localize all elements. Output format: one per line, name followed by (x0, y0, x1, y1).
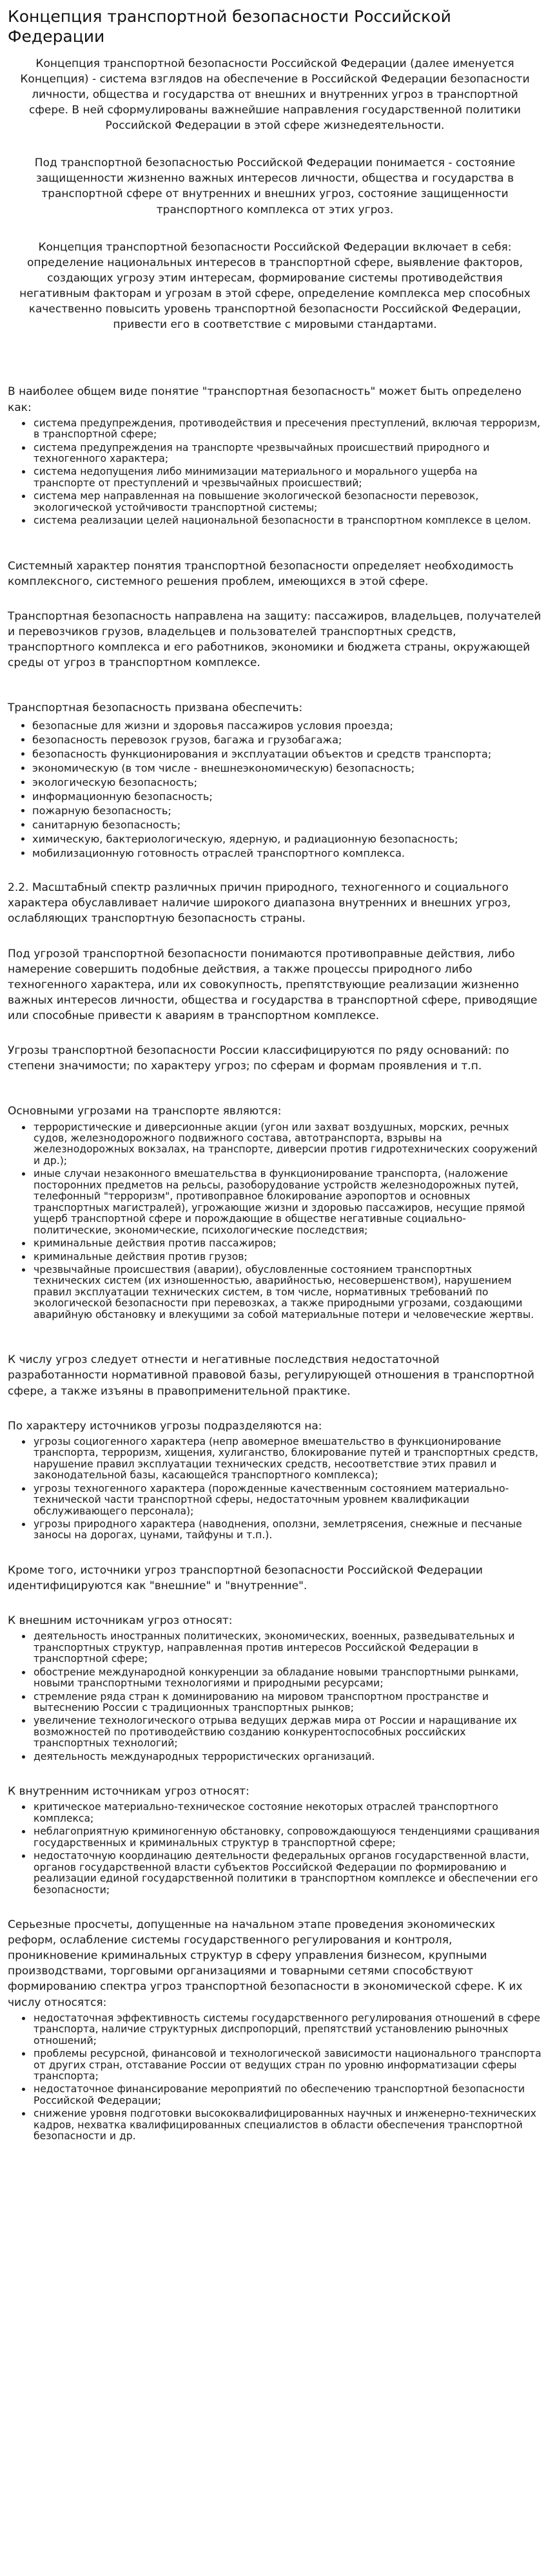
list-item: • химическую, бактериологическую, ядерную, и радиационную безопасность; (32, 832, 542, 846)
list-item: • неблагоприятную криминогенную обстановку, сопровождающуюся тенденциями сращивания государственных и криминальных структур в транспортной сфере; (32, 1826, 542, 1849)
protection-paragraph: Транспортная безопасность направлена на защиту: пассажиров, владельцев, получателей и перевозчиков грузов, владельцев и пользователей транспортных средств, транспортного комплекса и его работников, экономики и бюджета страны, окружающей среды от угроз в транспортном комплексе. (8, 609, 541, 670)
list-item: • снижение уровня подготовки высококвалифицированных научных и инженерно-технических кадров, нехватка квалифицированных специалистов в области обеспечения транспортной безопасности и др. (32, 2108, 542, 2142)
list-item: • пожарную безопасность; (32, 804, 542, 817)
list-item: • недостаточную координацию деятельности федеральных органов государственной власти, органов государственной власти субъектов Российской Федерации по формированию и реализации единой государственной политики в транспортном комплексе и обеспечении его безопасности; (32, 1851, 542, 1896)
list-item: • безопасность функционирования и эксплуатации объектов и средств транспорта; (32, 747, 542, 761)
intro-paragraph-3: Концепция транспортной безопасности Российской Федерации включает в себя: определение национальных интересов в транспортной сфере, выявление факторов, создающих угрозу этим интересам, формирование системы противодействия негативным факторам и угрозам в этой сфере, определение комплекса мер способных качественно повысить уровень транспортной безопасности Российской Федерации, привести его в соответствие с мировыми стандартами. (19, 240, 531, 332)
sources-lead: По характеру источников угрозы подразделяются на: (8, 1419, 322, 1433)
reforms-list (8, 2013, 542, 2142)
list-item: • угрозы техногенного характера (порожденные качественным состоянием материально-технической части транспортной сферы, недостаточным уровнем квалификации обслуживающего персонала); (32, 1484, 542, 1517)
list-item: • увеличение технологического отрыва ведущих держав мира от России и наращивание их возможностей по противодействию созданию конкурентоспособных российских транспортных технологий; (32, 1715, 542, 1749)
origin-paragraph: Кроме того, источники угроз транспортной безопасности Российской Федерации идентифицируются как "внешние" и "внутренние". (8, 1563, 483, 1592)
list-item: • недостаточная эффективность системы государственного регулирования отношений в сфере транспорта, наличие структурных диспропорций, препятствий установлению рыночных отношений; (32, 2013, 542, 2046)
list-item: • система предупреждения на транспорте чрезвычайных происшествий природного и техногенного характера; (32, 443, 542, 465)
internal-sources-list (8, 1802, 542, 1896)
list-item: • иные случаи незаконного вмешательства в функционирование транспорта, (наложение посторонних предметов на рельсы, разоборудование устройств железнодорожных путей, телефонный "терроризм", противоправное блокирование аэропортов и основных транспортных магистралей), угрожающие жизни и здоровью пассажиров, несущие прямой ущерб транспортной сфере и порождающие в обществе негативные социально-политические, экономические, психологические последствия; (32, 1169, 542, 1236)
list-item: • безопасные для жизни и здоровья пассажиров условия проезда; (32, 719, 542, 732)
list-item: • система предупреждения, противодействия и пресечения преступлений, включая терроризм, в транспортной сфере; (32, 418, 542, 441)
reforms-lead: Серьезные просчеты, допущенные на начальном этапе проведения экономических реформ, ослабление системы государственного регулирования и контроля, проникновение криминальных структур в сферу управления бизнесом, крупными производствами, торговыми организациями и товарными сетями способствуют формированию спектра угроз транспортной безопасности в экономической сфере. К их числу относятся: (8, 1918, 523, 2009)
consequences-paragraph: К числу угроз следует отнести и негативные последствия недостаточной разработанности нормативной правовой базы, регулирующей отношения в транспортной сфере, а также изъяны в правоприменительной практике. (8, 1353, 534, 1398)
ensure-list (8, 719, 542, 861)
threats-definition-paragraph: Под угрозой транспортной безопасности понимаются противоправные действия, либо намерение совершить подобные действия, а также процессы природного либо техногенного характера, или их совокупность, препятствующие реализации жизненно важных интересов личности, общества и государства в транспортной сфере, приводящие или способные привести к авариям в транспортном комплексе. (8, 947, 538, 1023)
ensure-lead: Транспортная безопасность призвана обеспечить: (8, 701, 303, 715)
list-item: • санитарную безопасность; (32, 818, 542, 832)
list-item: • деятельность иностранных политических, экономических, военных, разведывательных и транспортных структур, направленная против интересов Российской Федерации в транспортной сфере; (32, 1631, 542, 1665)
external-sources-lead: К внешним источникам угроз относят: (8, 1614, 233, 1628)
list-item: • стремление ряда стран к доминированию на мировом транспортном пространстве и вытеснению России с традиционных транспортных рынков; (32, 1692, 542, 1714)
list-item: • недостаточное финансирование мероприятий по обеспечению транспортной безопасности Российской Федерации; (32, 2084, 542, 2106)
list-item: • угрозы природного характера (наводнения, оползни, землетрясения, снежные и песчаные заносы на дорогах, цунами, тайфуны и т.п.). (32, 1519, 542, 1541)
list-item: • террористические и диверсионные акции (угон или захват воздушных, морских, речных судов, железнодорожного подвижного состава, автотранспорта, взрывы на железнодорожных вокзалах, на транспорте, диверсии против гидротехнических сооружений и др.); (32, 1122, 542, 1167)
sources-list (8, 1436, 542, 1541)
list-item: • чрезвычайные происшествия (аварии), обусловленные состоянием транспортных технических систем (их изношенностью, аварийностью, несовершенством), нарушением правил эксплуатации технических систем, в том числе, нормативных требований по экологической безопасности при перевозках, а также природными угрозами, создающими аварийную обстановку и влекущими за собой материальные потери и человеческие жертвы. (32, 1264, 542, 1321)
list-item: • обострение международной конкуренции за обладание новыми транспортными рынками, новыми транспортными технологиями и природными ресурсами; (32, 1667, 542, 1690)
systemic-paragraph: Системный характер понятия транспортной безопасности определяет необходимость комплексного, системного решения проблем, имеющихся в этой сфере. (8, 559, 514, 588)
definition-list (8, 418, 542, 527)
classification-paragraph: Угрозы транспортной безопасности России классифицируются по ряду оснований: по степени значимости; по характеру угроз; по сферам и формам проявления и т.п. (8, 1044, 509, 1073)
list-item: • проблемы ресурсной, финансовой и технологической зависимости национального транспорта от других стран, отставание России от ведущих стран по уровню информатизации сферы транспорта; (32, 2048, 542, 2082)
main-threats-lead: Основными угрозами на транспорте являются: (8, 1105, 282, 1118)
page-title: Концепция транспортной безопасности Российской Федерации (8, 7, 451, 46)
main-threats-list (8, 1122, 542, 1321)
list-item: • экономическую (в том числе - внешнеэкономическую) безопасность; (32, 761, 542, 775)
section-2-2-paragraph: 2.2. Масштабный спектр различных причин природного, техногенного и социального характера обуславливает наличие широкого диапазона внутренних и внешних угроз, ослабляющих транспортную безопасность страны. (8, 881, 511, 926)
list-item: • криминальные действия против грузов; (32, 1252, 542, 1263)
list-item: • информационную безопасность; (32, 790, 542, 803)
list-item: • система недопущения либо минимизации материального и морального ущерба на транспорте от преступлений и чрезвычайных происшествий; (32, 466, 542, 489)
list-item: • угрозы социогенного характера (непр авомерное вмешательство в функционирование транспорта, терроризм, хищения, хулиганство, блокирование путей и транспортных средств, нарушение правил эксплуатации технических средств, несоответствие этих правил и законодательной базы, касающейся транспортного комплекса); (32, 1436, 542, 1482)
list-item: • криминальные действия против пассажиров; (32, 1238, 542, 1249)
list-item: • критическое материально-техническое состояние некоторых отраслей транспортного комплекса; (32, 1802, 542, 1824)
list-item: • мобилизационную готовность отраслей транспортного комплекса. (32, 846, 542, 860)
list-item: • безопасность перевозок грузов, багажа и грузобагажа; (32, 733, 542, 747)
list-item: • экологическую безопасность; (32, 776, 542, 789)
intro-paragraph-1: Концепция транспортной безопасности Российской Федерации (далее именуется Концепция) - система взглядов на обеспечение в Российской Федерации безопасности личности, общества и государства от внешних и внутренних угроз в транспортной сфере. В ней сформулированы важнейшие направления государственной политики Российской Федерации в этой сфере жизнедеятельности. (20, 57, 530, 132)
definition-lead: В наиболее общем виде понятие "транспортная безопасность" может быть определено как: (8, 385, 522, 414)
external-sources-list (8, 1631, 542, 1762)
list-item: • система мер направленная на повышение экологической безопасности перевозок, экологической устойчивости транспортной системы; (32, 491, 542, 513)
list-item: • деятельность международных террористических организаций. (32, 1751, 542, 1762)
list-item: • система реализации целей национальной безопасности в транспортном комплексе в целом. (32, 515, 542, 526)
intro-paragraph-2: Под транспортной безопасностью Российской Федерации понимается - состояние защищенности жизненно важных интересов личности, общества и государства в транспортной сфере от внутренних и внешних угроз, состояние защищенности транспортного комплекса от этих угроз. (34, 157, 516, 216)
internal-sources-lead: К внутренним источникам угроз относят: (8, 1785, 249, 1798)
